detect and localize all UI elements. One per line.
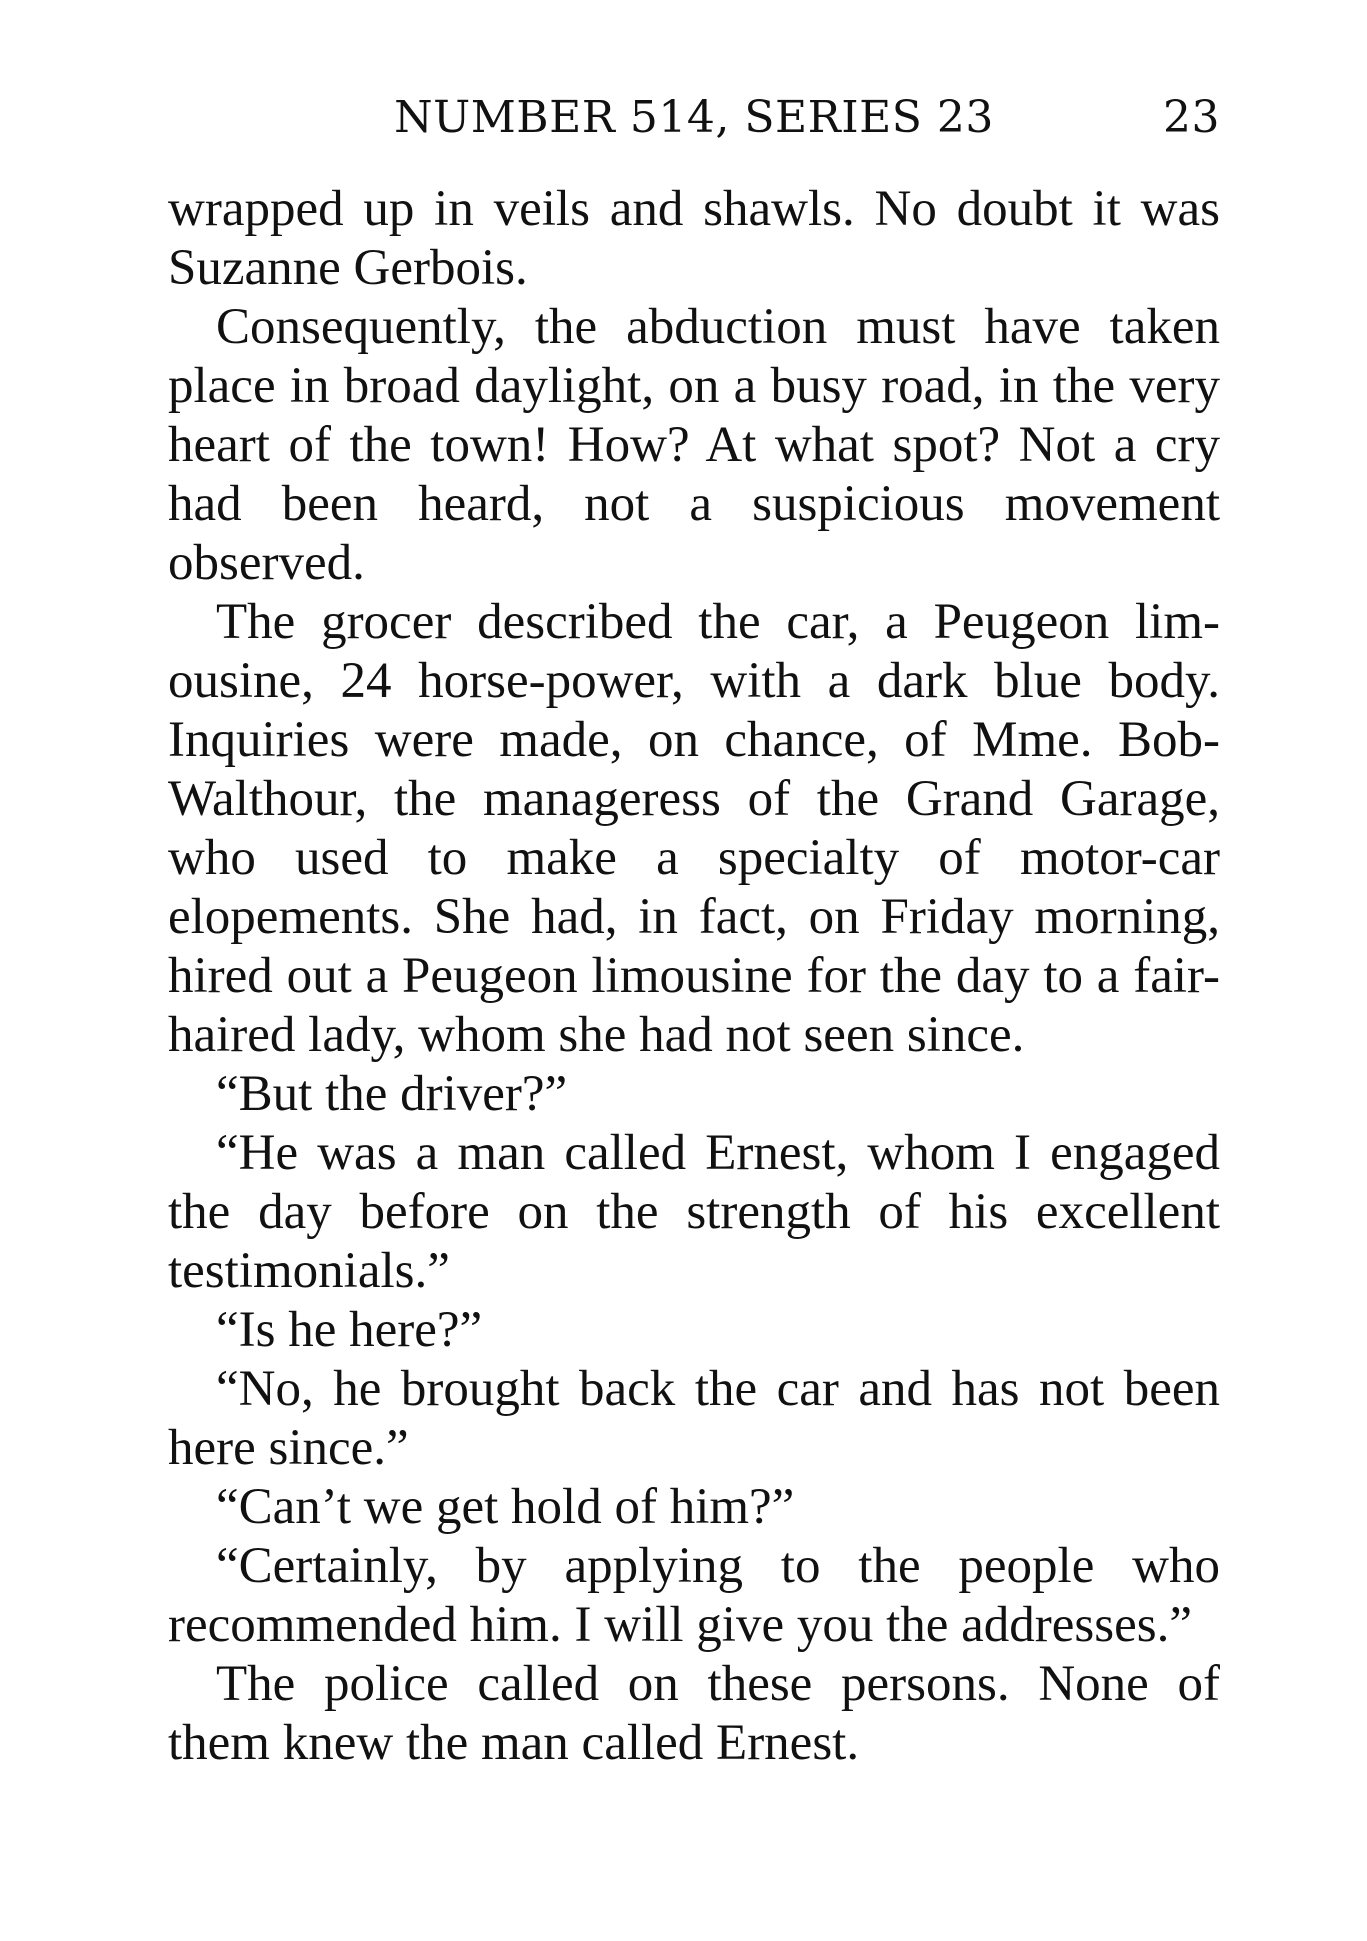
dialogue-ernest: “He was a man called Ernest, whom I engaged the day before on the strength of his excellent testimonials.” (168, 1125, 1220, 1299)
dialogue-is-he-here: “Is he here?” (216, 1302, 483, 1358)
dialogue-hold-of-him: “Can’t we get hold of him?” (216, 1479, 795, 1535)
paragraph-abduction: Consequently, the abduction must have taken place in broad daylight, on a busy road, in the very heart of the town! How? At what spot? Not a cry had been heard, not a suspicious movement observed. (168, 299, 1220, 591)
running-title: NUMBER 514, SERIES 23 (394, 92, 994, 143)
dialogue-driver-question: “But the driver?” (216, 1066, 568, 1122)
body-text (168, 180, 1220, 1773)
dialogue-brought-back: “No, he brought back the car and has not been here since.” (168, 1361, 1220, 1476)
paragraph-police: The police called on these persons. None of them knew the man called Ernest. (168, 1656, 1220, 1771)
paragraph-continued: wrapped up in veils and shawls. No doubt it was Suzanne Gerbois. (168, 181, 1220, 296)
running-head (168, 88, 1220, 148)
paragraph-car-description: The grocer described the car, a Peugeon limousine, 24 horse-power, with a dark blue body. Inquiries were made, on chance, of Mme. Bob-Walthour, the manageress of the Grand Garage, who used to make a specialty of motor-car elopements. She had, in fact, on Friday morning, hired out a Peugeon limousine for the day to a fair-haired lady, whom she had not seen since. (168, 594, 1220, 1063)
page-number: 23 (1163, 92, 1220, 143)
dialogue-addresses: “Certainly, by applying to the people who recommended him. I will give you the addresses.” (168, 1538, 1220, 1653)
